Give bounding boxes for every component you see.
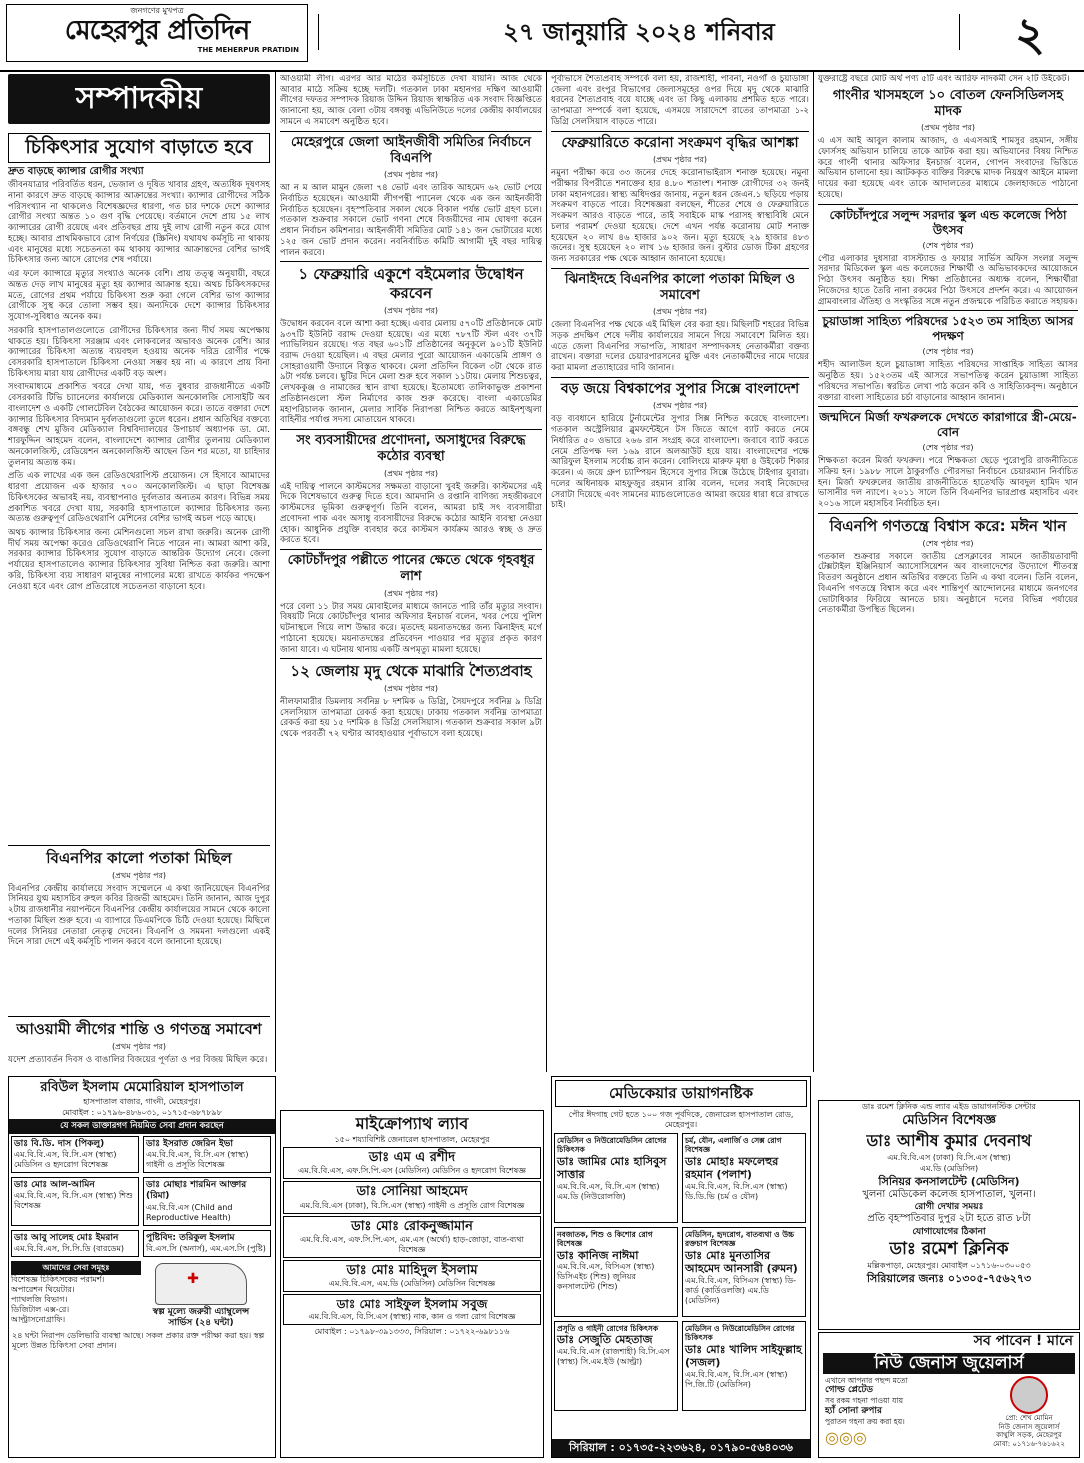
ad-line: পুরাতন গহনা ক্রয় করা হয়।	[825, 1417, 905, 1426]
story-text: এ এস আই আবুল কালাম আজাদ, ও এএসআই শামসুর রহমান, সঙ্গীয় ফোর্সসহ অভিযান চালিয়ে তাকে আটক করা হয়। অভিযানের বিষয় নিশ্চিত করে গাংনী থানার অফিসার ইনচার্জ বলেন, গোপন সংবাদের ভিত্তিতে অভিযান চালানো হয়। আটককৃত ব্যক্তির বিরুদ্ধে মাদক নিয়ন্ত্রণ আইনে মামলা দায়ের করা হয়েছে এবং তাকে আদালতের মাধ্যমে জেলহাজতে পাঠানো হয়েছে।	[818, 136, 1078, 200]
story-headline: ফেব্রুয়ারিতে করোনা সংক্রমণ বৃদ্ধির আশঙ্কা	[561, 134, 799, 151]
left-bottom-stories	[8, 845, 270, 1015]
story-headline: বড় জয়ে বিশ্বকাপের সুপার সিক্সে বাংলাদেশ	[560, 380, 800, 397]
story-text: পরে বেলা ১১ টার সময় মোবাইলের মাধ্যমে জানতে পারি তাঁর মৃত্যুর সংবাদ। বিষয়টি নিয়ে কোটচাঁদপুর থানার অফিসার ইনচার্জ বলেন, খবর পেয়ে পুলিশ ঘটনাস্থলে গিয়ে লাশ উদ্ধার করে। মৃতদেহ ময়নাতদন্তের জন্য ঝিনাইদহ মর্গে পাঠানো হয়েছে। ময়নাতদন্তের প্রতিবেদন পাওয়ার পর মৃত্যুর প্রকৃত কারণ জানা যাবে। এ ঘটনায় থানায় একটি অপমৃত্যু মামলা হয়েছে।	[280, 601, 542, 655]
ad-address: হাসপাতাল বাজার, গাংনী, মেহেরপুর।	[83, 1097, 201, 1107]
ad-line: এখানে আপনার পছন্দ মতো	[825, 1375, 908, 1385]
issue-date: ২৭ জানুয়ারি ২০২৪ শনিবার	[318, 14, 960, 50]
story-headline: বিএনপি গণতন্ত্রে বিশ্বাস করে: মঈন খান	[829, 516, 1067, 535]
story-sub: (শেষ পৃষ্ঠার পর)	[922, 538, 974, 548]
doctor-card: ডাঃ বি.ডি. দাস (পিকলু) এম.বি.বি.এস, বি.সি.এস (স্বাস্থ্য) মেডিসিন ও হৃদরোগ বিশেষজ্ঞ	[11, 1136, 139, 1173]
ad-phone: মোবা: ০১৭১৬-৭৬১৬২২	[993, 1440, 1065, 1448]
masthead	[0, 0, 1084, 72]
ad-contact-label: যোগাযোগের ঠিকানা	[912, 1227, 986, 1238]
ad-head: সব পাবেন ! মানে	[973, 1333, 1073, 1349]
doctor-card: ডাঃ মোঃ আল-আমিন এম.বি.বি.এস, বি.সি.এস (স্বাস্থ্য) শিশু বিশেষজ্ঞ	[11, 1177, 139, 1226]
story-headline: গাংনীর খাসমহলে ১০ বোতল ফেনসিডিলসহ মাদক	[832, 87, 1064, 119]
logo-title-en: THE MEHERPUR PRATIDIN	[197, 46, 299, 54]
editorial-paragraph: অথচ ক্যান্সার চিকিৎসার জন্য মেশিনগুলো সচল রাখা জরুরি। অনেক রোগী দীর্ঘ সময় অপেক্ষা করেও রেডিওথেরাপি নিতে পারেন না। আমরা আশা করি, সরকার ক্যান্সার চিকিৎসার সুযোগ বাড়াতে আন্তরিক উদ্যোগ নেবে। জেলা পর্যায়ের হাসপাতালেও ক্যান্সার চিকিৎসার সুবিধা নিশ্চিত করা জরুরি। আশা করি, চিকিৎসা ব্যয় সাধারণ মানুষের নাগালের মধ্যে রাখতে কার্যকর পদক্ষেপ নেওয়া হবে এবং রোগ প্রতিরোধে সচেতনতা বাড়ানো হবে।	[8, 528, 270, 592]
story-sub: (প্রথম পৃষ্ঠার পর)	[383, 305, 439, 315]
story-text: এই দায়িত্ব পালনে কাস্টমসের সক্ষমতা বাড়ানো খুবই জরুরি। কাস্টমসের এই দিকে বিশেষভাবে গুরুত্ব দিতে হবে। আমদানি ও রপ্তানি বাণিজ্য সহজীকরণে কাস্টমসের ভূমিকা গুরুত্বপূর্ণ। তিনি বলেন, আমরা চাই সৎ ব্যবসায়ীরা প্রণোদনা পাক এবং অসাধু ব্যবসায়ীদের বিরুদ্ধে কঠোর আইনি ব্যবস্থা নেওয়া হোক। আধুনিক প্রযুক্তি ব্যবহার করে কাস্টমস কার্যক্রম আরও স্বচ্ছ ও দ্রুত করতে হবে।	[280, 481, 542, 546]
ad-address: পৌর ঈদগাহ গেট হতে ১০০ গজ পূর্বদিকে, জেনারেল হাসপাতাল রোড, মেহেরপুর।	[568, 1109, 794, 1129]
right-column	[818, 74, 1078, 1072]
newspaper-logo	[6, 4, 308, 62]
ad-degree: এম.ডি (মেডিসিন)	[919, 1164, 979, 1174]
doctor-card: ডাঃ মোঃ মাহিদুল ইসলাম এম.বি.বি.এস, এম.ডি (মেডিসিন) মেডিসিন বিশেষজ্ঞ	[283, 1260, 541, 1292]
editorial-paragraph: সরকারি হাসপাতালগুলোতে রোগীদের চিকিৎসার জন্য দীর্ঘ সময় অপেক্ষায় থাকতে হয়। চিকিৎসা সরঞ্জাম এবং লোকবলের অভাবও অনেক বেশি। আর ক্যান্সারের চিকিৎসা অত্যন্ত ব্যয়বহুল হওয়ায় অনেক দরিদ্র রোগীর পক্ষে বেসরকারি হাসপাতালে চিকিৎসা নেওয়া সম্ভব হয় না। এ কারণে প্রায় বিনা চিকিৎসায় মারা যায় রোগীদের একটি বড় অংশ।	[8, 325, 270, 379]
doctor-card: পুষ্টিবিদ: তরিকুল ইসলাম বি.এস.সি (অনার্স), এম.এস.সি (পুষ্টি)	[143, 1230, 271, 1257]
doctor-card: ডাঃ মোছাঃ শারমিন আক্তার (রিমা) এম.বি.বি.এস (Child and Reproductive Health)	[143, 1177, 271, 1226]
ad-line: গোল্ড প্লেটেড	[825, 1385, 873, 1396]
middle-column	[280, 74, 542, 1072]
ad-title: মেডিকেয়ার ডায়াগনষ্টিক	[555, 1080, 807, 1107]
service-item: ডিজিটাল এক্স-রে।	[11, 1304, 70, 1314]
story-headline: চুয়াডাঙ্গা সাহিত্য পরিষদের ১৫২৩ তম সাহিত্য আসর পদক্ষণ	[822, 314, 1074, 344]
story-sub: (প্রথম পৃষ্ঠার পর)	[383, 468, 439, 478]
ad-hospital: খুলনা মেডিকেল কলেজ হাসপাতাল, খুলনা।	[862, 1189, 1036, 1200]
doctor-card: ডাঃ এম এ রশীদ এম.বি.বি.এস, এফ.সি.পি.এস (মেডিসিন) মেডিসিন ও হৃদরোগ বিশেষজ্ঞ	[283, 1147, 541, 1179]
service-item: আল্ট্রাসনোগ্রাফি।	[11, 1314, 66, 1324]
ad-doctor-name: ডাঃ আশীষ কুমার দেবনাথ	[866, 1131, 1032, 1151]
page-number: ২	[1015, 7, 1045, 61]
story-text: যদেশ প্রত্যাবর্তন দিবস ও বাঙালির বিজয়ের পূর্ণতা ও পর বিজয় মিছিল করে।	[8, 1054, 268, 1065]
story-text: শিক্ষকতা করেন মির্জা ফখরুল। পরে শিক্ষকতা ছেড়ে পুরোপুরি রাজনীতিতে সক্রিয় হন। ১৯৮৮ সালে ঠাকুরগাঁও পৌরসভা নির্বাচনে চেয়ারম্যান নির্বাচিত হন। মির্জা ফখরুলের জাতীয় রাজনীতিতে হাতেখড়ি আবদুল হামিদ খান ভাসানীর দল ন্যাপে। ২০১১ সালে তিনি বিএনপির ভারপ্রাপ্ত মহাসচিব এবং ২০১৬ সালে মহাসচিব নির্বাচিত হন।	[818, 456, 1078, 510]
ad-time: প্রতি বৃহস্পতিবার দুপুর ২টা হতে রাত ৮টা	[867, 1212, 1031, 1224]
doctor-card: নবজাতক, শিশু ও কিশোর রোগ বিশেষজ্ঞ ডাঃ কানিজ নাঈমা এম.বি.বি.এস, বিসিএস (স্বাস্থ্য) ডিসিএইচ (শিশু) জুনিয়র কনসালটেন্ট (শিশু)	[554, 1227, 678, 1317]
ad-clinic-name: ডাঃ রমেশ ক্লিনিক	[889, 1238, 1009, 1259]
story-headline: আওয়ামী লীগের শান্তি ও গণতন্ত্র সমাবেশ	[16, 1020, 262, 1038]
ad-serial: সিরিয়ালের জন্যঃ ০১৩০৫-৭৫৬২৭৩	[866, 1271, 1032, 1285]
story-sub: (শেষ পৃষ্ঠার পর)	[922, 240, 974, 250]
story-text: আ ন ম আল মামুন জেলা ৭৪ ভোট এবং তারিক আহমেদ ৬২ ভোট পেয়ে নির্বাচিত হয়েছেন। আওয়ামী লীগপন্থী প্যানেল থেকে এক জন আইনজীবী নির্বাচিত হয়েছেন। বৃহস্পতিবার সকাল থেকে বিকাল পর্যন্ত ভোট গ্রহণ চলে। গতকাল শুক্রবার সকালে ভোট গণনা শেষে বিজয়ীদের নাম ঘোষণা করেন প্রধান নির্বাচন কমিশনার। আইনজীবী সমিতির মোট ১৪১ জন ভোটারের মধ্যে ১২৫ জন ভোট প্রদান করেন। নবনির্বাচিত কমিটি আগামী দুই বছর দায়িত্ব পালন করবে।	[280, 183, 542, 258]
story-headline: ১২ জেলায় মৃদু থেকে মাঝারি শৈত্যপ্রবাহ	[290, 662, 532, 681]
ad-time-label: রোগী দেখার সময়ঃ	[914, 1201, 984, 1212]
logo-tagline: জনগণের মুখপত্র	[130, 6, 184, 15]
story-sub: (প্রথম পৃষ্ঠার পর)	[652, 307, 708, 317]
story-headline: মেহেরপুরে জেলা আইনজীবী সমিতির নির্বাচনে বিএনপি	[291, 134, 531, 166]
ad-address: কাথুলি সড়ক, মেহেরপুর	[996, 1431, 1062, 1440]
left-story-2	[8, 1016, 270, 1066]
ad-shop: নিউ জেনাস জুয়েলার্স	[998, 1422, 1060, 1431]
story-headline: ঝিনাইদহে বিএনপির কালো পতাকা মিছিল ও সমাবেশ	[564, 271, 796, 304]
ad-address: মল্লিকপাড়া, মেহেরপুর। মোবাইল ০১৭১৬-০৩০০৫৩	[867, 1260, 1031, 1270]
ad-footer: ২৪ ঘন্টা নিরাপদ ডেলিভারি ব্যবস্থা আছে। সকল প্রকার রক্ত পরীক্ষা করা হয়। স্বল্প মূল্যে উন্নত চিকিৎসা সেবা প্রদান।	[12, 1331, 265, 1351]
ad-serial: সিরিয়াল : ০১৭৩৫-২২৩৬২৪, ০১৭৯০-৫৬৪০৩৬	[552, 1439, 810, 1457]
story-sub: (প্রথম পৃষ্ঠার পর)	[111, 1041, 167, 1051]
story-text: বিএনপির কেন্দ্রীয় কার্যালয়ে সংবাদ সম্মেলনে এ কথা জানিয়েছেন বিএনপির সিনিয়র যুগ্ম মহাসচিব রুহুল কবির রিজভী আহমেদ। তিনি জানান, আজ দুপুর ২টায় রাজধানীর নয়াপল্টনে বিএনপির কেন্দ্রীয় কার্যালয়ের সামনে থেকে কালো পতাকা মিছিল শুরু হবে। এ ব্যাপারে ডিএমপিকে চিঠি দেওয়া হয়েছে। মিছিলে দলের সিনিয়র নেতারা নেতৃত্ব দেবেন। বিএনপি ও সমমনা দলগুলো একই দিনে সারা দেশে এই কর্মসূচি পালন করবে বলে জানানো হয়েছে।	[8, 883, 270, 948]
service-item: অপারেশন থিয়েটার।	[11, 1284, 75, 1294]
ad-degree: এম.বি.বি.এস (ঢাকা) বি.সি.এস (স্বাস্থ্য)	[887, 1153, 1011, 1163]
ad-spec: মেডিসিন বিশেষজ্ঞ	[902, 1113, 996, 1128]
story-sub: (প্রথম পৃষ্ঠার পর)	[652, 401, 708, 411]
story-sub: (শেষ পৃষ্ঠার পর)	[922, 443, 974, 453]
story-text: যুক্তরাষ্ট্রে বছরে মোট অর্থ পণ্য ৫টি এবং আরিফ নাদকর্মী সেন ২টি উইকেট।	[818, 74, 1070, 84]
doctor-card: মেডিসিন, হৃদরোগ, বাতব্যথা ও উচ্চ রক্তচাপ বিশেষজ্ঞ ডাঃ মোঃ মুনতাসির আহমেদ আনসারী (রুমন) এম.বি.বি.এস, বিসিএস (স্বাস্থ্য) ডি-কার্ড (কার্ডিওলজি) এম.ডি (মেডিসিন)	[682, 1227, 806, 1317]
doctor-card: ডাঃ মোঃ সাইফুল ইসলাম সবুজ এম.বি.বি.এস, বি.সি.এস (স্বাস্থ্য) নাক, কান ও গলা রোগ বিশেষজ্ঞ	[283, 1294, 541, 1325]
logo-title: মেহেরপুর প্রতিদিন	[64, 15, 250, 46]
necklace-icon: ◎◎◎	[825, 1428, 867, 1448]
doctor-card: ডাঃ সোনিয়া আহমেদ এম.বি.বি.এস (ঢাকা), বি.সি.এস (স্বাস্থ্য) গাইনী ও প্রসূতি রোগ বিশেষজ্ঞ	[283, 1181, 541, 1213]
editorial-banner: সম্পাদকীয়	[8, 74, 270, 124]
ad-medicare-diagnostic	[551, 1076, 811, 1458]
story-headline: সং ব্যবসায়ীদের প্রণোদনা, অসাধুদের বিরুদ্ধে কঠোর ব্যবস্থা	[296, 433, 526, 465]
story-text: গতকাল শুক্রবার সকালে জাতীয় প্রেসক্লাবের সামনে জাতীয়তাবাদী টেক্সটাইল ইঞ্জিনিয়ার্স অ্যাসোসিয়েশন অব বাংলাদেশের উদ্যোগে শীতবস্ত্র বিতরণ অনুষ্ঠানে প্রধান অতিথির বক্তব্যে তিনি এ কথা বলেন। তিনি বলেন, বিএনপি গণতন্ত্রে বিশ্বাস করে এবং শান্তিপূর্ণ আন্দোলনের মাধ্যমে জনগণের ভোটাধিকার ফিরিয়ে আনতে চায়। অনুষ্ঠানে দলের বিভিন্ন পর্যায়ের নেতাকর্মীরা উপস্থিত ছিলেন।	[818, 551, 1078, 616]
story-text: আওয়ামী লীগ। এরপর আর মাঠের কর্মসূচিতে দেখা যায়নি। আজ থেকে আবার মাঠে সক্রিয় হচ্ছে দলটি। গতকাল ঢাকা মহানগর দক্ষিণ আওয়ামী লীগের দফতর সম্পাদক রিয়াজ উদ্দিন রিয়াজ স্বাক্ষরিত এক সংবাদ বিজ্ঞপ্তিতে জানানো হয়, আজ বেলা ৩টায় বঙ্গবন্ধু এভিনিউতে দলের কেন্দ্রীয় কার্যালয়ের সামনে এ সমাবেশ অনুষ্ঠিত হবে।	[280, 74, 542, 127]
doctor-card: প্রসূতি ও গাইনী রোগের চিকিৎসক ডাঃ সেজুতি মেহতাজ এম.বি.বি.এস (রাজশাহী) বি.সি.এস (স্বাস্থ্য) সি.এম.ইউ (আল্ট্রা)	[554, 1321, 678, 1411]
doctor-card: মেডিসিন ও নিউরোমেডিসিন রোগের চিকিৎসক ডাঃ মোঃ খালিদ সাইফুল্লাহ (সজল) এম.বি.বি.এস, বি.সি.এস (স্বাস্থ্য) পি.জি.টি (মেডিসিন)	[682, 1321, 806, 1411]
story-sub: (প্রথম পৃষ্ঠার পর)	[383, 683, 439, 693]
editorial-headline: চিকিৎসার সুযোগ বাড়াতে হবে	[8, 133, 270, 163]
story-sub: (প্রথম পৃষ্ঠার পর)	[383, 170, 439, 180]
doctor-card: ডাঃ ইসরাত জেরিন ইভা এম.বি.বি.এস, বি.সি.এস (স্বাস্থ্য) গাইনী ও প্রসূতি বিশেষজ্ঞ	[143, 1136, 271, 1173]
ad-line: সব রকম গহনা পাওয়া যায়	[825, 1396, 904, 1406]
story-text: নীলফামারীর ডিমলায় সর্বনিম্ন ৮ দশমিক ৬ ডিগ্রি, সৈয়দপুরে সর্বনিম্ন ৯ ডিগ্রি সেলসিয়াস তাপমাত্রা রেকর্ড করা হয়েছে। ঢাকায় গতকাল সর্বনিম্ন তাপমাত্রা রেকর্ড করা হয় ১৫ দশমিক ৪ ডিগ্রি সেলসিয়াস। গতকাল শুক্রবার সকাল ৯টা থেকে পরবর্তী ৭২ ঘণ্টার আবহাওয়ার পূর্বাভাসে বলা হয়েছে।	[280, 696, 542, 740]
editorial-column	[8, 130, 270, 840]
ad-micropath-lab	[280, 1110, 544, 1458]
service-item: বিশেষজ্ঞ চিকিৎসকের পরামর্শ।	[11, 1274, 105, 1284]
doctor-card: মেডিসিন ও নিউরোমেডিসিন রোগের চিকিৎসক ডাঃ জামির মোঃ হাসিবুস সাত্তার এম.বি.বি.এস, বি.সি.এস (স্বাস্থ্য) এম.ডি (নিউরোলজি)	[554, 1133, 678, 1223]
ad-band: যে সকল ডাক্তারগণ নিয়মিত সেবা প্রদান করছেন	[9, 1119, 275, 1134]
editorial-paragraph: প্রতি এক লাখের এক জন রেডিওথেরাপিস্ট প্রয়োজন। সে হিসাবে আমাদের ধারণা প্রয়োজন এক হাজার ৭০০ অনকোলজিস্ট। এ ছাড়া বিশেষজ্ঞ চিকিৎসকের অভাবই নয়, ব্যবস্থাপনাও দুর্বলতার অন্যতম কারণ। বিভিন্ন সময় প্রকাশিত খবরে দেখা যায়, সরকারি হাসপাতালে ক্যান্সার চিকিৎসার জন্য অত্যন্ত গুরুত্বপূর্ণ রেডিওথেরাপি মেশিনের বেশির ভাগই অচল পড়ে আছে।	[8, 471, 270, 525]
ad-title: রবিউল ইসলাম মেমোরিয়াল হাসপাতাল	[40, 1080, 244, 1095]
story-text: নমুনা পরীক্ষা করে ৩৩ জনের দেহে করোনাভাইরাস শনাক্ত হয়েছে। নমুনা পরীক্ষার বিপরীতে শনাক্তের হার ৪.৮০ শতাংশ। শনাক্ত রোগীদের ৩২ জনই ঢাকা মহানগরের। স্বাস্থ্য অধিদপ্তর জানায়, নতুন ধরন জেএন.১ ছড়িয়ে পড়ায় সংক্রমণ বাড়তে পারে। বিশেষজ্ঞরা বলছেন, শীতের শেষে ও ফেব্রুয়ারিতে সংক্রমণ আরও বাড়তে পারে, তাই সবাইকে মাস্ক পরাসহ স্বাস্থ্যবিধি মেনে চলার পরামর্শ দেওয়া হয়েছে। দেশে এখন পর্যন্ত করোনায় মোট শনাক্ত হয়েছেন ২০ লাখ ৪৬ হাজার ৯০২ জন। মৃত্যু হয়েছে ২৯ হাজার ৪৮৩ জনের। সুস্থ হয়েছেন ২০ লাখ ১৬ হাজার জন। বুস্টার ডোজ টিকা গ্রহণের জন্য সরকারের পক্ষ থেকে আহ্বান জানানো হয়েছে।	[551, 168, 809, 265]
story-text: পৌর এলাকার দুধসারা বাসস্ট্যান্ড ও ফায়ার সার্ভিস অফিস সংলগ্ন সলুন্দ সরদার মিডিকেল স্কুল এন্ড কলেজের শিক্ষার্থী ও অভিভাবকদের আয়োজনে পিঠা উৎসব অনুষ্ঠিত হয়। শিক্ষা প্রতিষ্ঠানের অধ্যক্ষ বলেন, শিক্ষার্থীরা নিজেদের হাতে তৈরি নানা রকমের পিঠা উৎসবে প্রদর্শন করে। এ আয়োজন গ্রামবাংলার ঐতিহ্য ও সংস্কৃতির সঙ্গে নতুন প্রজন্মকে পরিচিত করাতে সহায়ক।	[818, 253, 1078, 307]
story-text: উদ্বোধন করবেন বলে আশা করা হচ্ছে। এবার মেলায় ৫৭০টি প্রতিষ্ঠানকে মোট ৯৩৭টি ইউনিট বরাদ্দ দেওয়া হয়েছে। এর মধ্যে ৭৮৭টি স্টল এবং ৩৭টি প্যাভিলিয়ন রয়েছে। গত বছর ৬০১টি প্রতিষ্ঠানের অনুকূলে ৯০১টি ইউনিট বরাদ্দ দেওয়া হয়েছিল। এ বছর মেলার পুরো আয়োজন একাডেমি প্রাঙ্গণ ও সোহরাওয়ার্দী উদ্যানে বিস্তৃত থাকবে। মেলা প্রতিদিন বিকেল ৩টা থেকে রাত ৯টা পর্যন্ত চলবে। ছুটির দিনে মেলা শুরু হবে সকাল ১১টায়। মেলায় শিশুচত্বর, লেখককুঞ্জ ও নামাজের স্থান রাখা হয়েছে। ইতোমধ্যে তালিকাভুক্ত প্রকাশনা প্রতিষ্ঠানগুলো স্টল নির্মাণের কাজ শুরু করেছে। বাংলা একাডেমির মহাপরিচালক জানান, মেলার সার্বিক নিরাপত্তা নিশ্চিত করতে আইনশৃঙ্খলা বাহিনীর পর্যাপ্ত সদস্য মোতায়েন থাকবে।	[280, 318, 542, 426]
ambulance-icon: ✚	[155, 1263, 247, 1305]
ambulance-text: স্বল্প মূল্যে জরুরী এ্যাম্বুলেন্স সার্ভিস (২৪ ঘন্টা)	[152, 1306, 250, 1329]
story-text: শহীদ আলাউল হলে চুয়াডাঙ্গা সাহিত্য পরিষদের সাপ্তাহিক সাহিত্য আসর অনুষ্ঠিত হয়। ১৫২৩তম এই আসরে সভাপতিত্ব করেন চুয়াডাঙ্গা সাহিত্য পরিষদের সভাপতি। স্বরচিত লেখা পাঠ করেন কবি ও সাহিত্যিকবৃন্দ। অনুষ্ঠানে বক্তারা বাংলা সাহিত্যের চর্চা বাড়ানোর আহ্বান জানান।	[818, 360, 1078, 403]
story-headline: কোটচাঁদপুর পল্লীতে পানের ক্ষেতে থেকে গৃহবধূর লাশ	[287, 553, 535, 585]
story-sub: (প্রথম পৃষ্ঠার পর)	[652, 155, 708, 165]
story-headline: কোটচাঁদপুরে সলুন্দ সরদার স্কুল এন্ড কলেজে পিঠা উৎসব	[829, 207, 1067, 237]
story-headline: জন্মদিনে মির্জা ফখরুলকে দেখতে কারাগারে স্ত্রী-মেয়ে-বোন	[819, 410, 1077, 440]
story-headline: বিএনপির কালো পতাকা মিছিল	[46, 849, 232, 867]
ad-phone: মোবাইল : ০১৭৯৬-৪৮৬০৩১, ০১৭১৫-৬৮৭৮৯৮	[62, 1108, 222, 1118]
ad-address: ১৫০ শয্যাবিশিষ্ট জেনারেল হাসপাতাল, মেহেরপুর	[334, 1135, 490, 1144]
story-headline: ১ ফেব্রুয়ারি একুশে বইমেলার উদ্বোধন করবেন	[298, 265, 524, 303]
story-sub: (প্রথম পৃষ্ঠার পর)	[920, 123, 976, 133]
editorial-paragraph: জীবনযাত্রার পরিবর্তিত ধরন, ভেজাল ও দূষিত খাবার গ্রহণ, অত্যধিক দূষণসহ নানা কারণে দ্রুত বাড়ছে ক্যান্সার আক্রান্তের সংখ্যা। ক্যান্সার রোগীদের সঠিক পরিসংখ্যান না থাকলেও বিশেষজ্ঞদের ধারণা, গত চার দশকে দেশে ক্যান্সার রোগীর সংখ্যা অন্তত ১০ গুণ বৃদ্ধি পেয়েছে। বর্তমানে দেশে প্রায় ১৫ লাখ ক্যান্সারের রোগী রয়েছে এবং প্রতিবছর প্রায় দুই লাখ রোগী নতুন করে যোগ হচ্ছে। আবার প্রাথমিকভাবে রোগ নির্ণয়ের (স্ক্রিনিং) যথাযথ কর্মসূচি না থাকায় এবং মানুষের মধ্যে সচেতনতা কম থাকায় ক্যান্সার আক্রান্তদের বেশির ভাগই চিকিৎসার জন্য আসে রোগের শেষ পর্যায়ে।	[8, 180, 270, 266]
ad-line: হ্যাঁ সোনা রুপার	[825, 1405, 882, 1416]
story-sub: (প্রথম পৃষ্ঠার পর)	[111, 870, 167, 880]
services-title: আমাদের সেবা সমূহঃ	[11, 1261, 141, 1275]
doctor-card: চর্ম, যৌন, এলার্জি ও সেক্স রোগ বিশেষজ্ঞ ডাঃ মোহাঃ মফলেহুর রহমান (পলাশ) এম.বি.বি.এস, বি.সি.এস (স্বাস্থ্য) ডি.ডি.ভি (চর্ম ও যৌন)	[682, 1133, 806, 1223]
story-text: জেলা বিএনপির পক্ষ থেকে এই মিছিল বের করা হয়। মিছিলটি শহরের বিভিন্ন সড়ক প্রদক্ষিণ শেষে দলীয় কার্যালয়ের সামনে গিয়ে সমাবেশে মিলিত হয়। এতে জেলা বিএনপির সভাপতি, সাধারণ সম্পাদকসহ নেতাকর্মীরা বক্তব্য রাখেন। বক্তারা দলের চেয়ারপারসনের মুক্তি এবং নেতাকর্মীদের নামে দায়ের করা মামলা প্রত্যাহারের দাবি জানান।	[551, 320, 809, 374]
doctor-card: ডাঃ মোঃ রোকনুজ্জামান এম.বি.বি.এস, এফ.সি.পি.এস, এম.এস (অর্থো) হাড়-জোড়া, বাত-ব্যথা বিশেষজ্ঞ	[283, 1216, 541, 1258]
ad-jewellers	[818, 1332, 1080, 1458]
center-right-column	[551, 74, 809, 1072]
service-item: প্যাথলজি বিভাগ।	[11, 1294, 68, 1304]
owner-photo-icon	[1010, 1376, 1048, 1414]
ad-owner: প্রো: শেখ মোমিন	[1005, 1413, 1053, 1422]
ad-phone: মোবাইল : ০১৭৯৮-৩৯১৩৩৩, সিরিয়াল : ০১৭২২-৬৯৮১১৬	[314, 1327, 510, 1336]
ad-rabiul-hospital	[8, 1076, 276, 1458]
ad-top: ডাঃ রমেশ ক্লিনিক এন্ড ল্যাব এইড ডায়াগনস্টিক সেন্টার	[862, 1102, 1036, 1111]
ad-ramesh-clinic	[818, 1100, 1080, 1330]
story-sub: (প্রথম পৃষ্ঠার পর)	[383, 588, 439, 598]
ad-role: সিনিয়র কনসালটেন্ট (মেডিসিন)	[878, 1175, 1020, 1189]
editorial-paragraph: এর ফলে ক্যান্সারে মৃত্যুর সংখ্যাও অনেক বেশি। প্রায় তত্ত্ব অনুযায়ী, বছরে অন্তত দেড় লাখ মানুষের মৃত্যু হয় ক্যান্সার আক্রান্ত হয়ে। অথচ চিকিৎসকদের মতে, রোগের প্রথম পর্যায়ে চিকিৎসা শুরু করা গেলে বেশির ভাগ ক্যান্সার রোগীকে সুস্থ করে তোলা সম্ভব হয়। অন্যদিকে দেশে ক্যান্সার চিকিৎসার সুযোগ-সুবিধাও অনেক কম।	[8, 269, 270, 323]
editorial-subhead: দ্রুত বাড়ছে ক্যান্সার রোগীর সংখ্যা	[8, 165, 144, 177]
story-text: পূর্বাভাসে শৈত্যপ্রবাহ সম্পর্কে বলা হয়, রাজশাহী, পাবনা, নওগাঁ ও চুয়াডাঙ্গা জেলা এবং রংপুর বিভাগের জেলাসমূহের ওপর দিয়ে মৃদু থেকে মাঝারি ধরনের শৈত্যপ্রবাহ বয়ে যাচ্ছে এবং তা কিছু এলাকায় প্রশমিত হতে পারে। তাপমাত্রা সম্পর্কে বলা হয়েছে, এসময়ে সারাদেশে রাতের তাপমাত্রা ১-২ ডিগ্রি সেলসিয়াস বাড়তে পারে।	[551, 74, 809, 127]
ad-title: মাইক্রোপ্যাথ ল্যাব	[355, 1114, 469, 1133]
story-text: বড় ব্যবধানে হারিয়ে টুর্নামেন্টের সুপার সিক্স নিশ্চিত করেছে বাংলাদেশ। গতকাল অস্ট্রেলিয়ার ব্লুমফন্টেইনে টস জিতে আগে ব্যাট করতে নেমে নির্ধারিত ৫০ ওভারে ২৬৬ রান সংগ্রহ করে বাংলাদেশ। জবাবে ব্যাট করতে নেমে প্রতিপক্ষ দল ১৬৯ রানে অলআউট হয়ে যায়। বাংলাদেশের পক্ষে আরিফুল ইসলাম সর্বোচ্চ রান করেন। বোলিংয়ে মারুফ মৃধা ৪ উইকেট শিকার করেন। এ জয়ে গ্রুপ চ্যাম্পিয়ন হিসেবে সুপার সিক্সে উঠেছে টাইগার যুবারা। দলের অধিনায়ক মাহফুজুর রহমান রাব্বি বলেন, দলের সবাই নিজেদের সেরাটা দিয়েছে এবং সামনের ম্যাচগুলোতেও আমরা জয়ের ধারা ধরে রাখতে চাই।	[551, 414, 809, 511]
story-sub: (শেষ পৃষ্ঠার পর)	[922, 347, 974, 357]
ad-shop-title: নিউ জেনাস জুয়েলার্স	[823, 1353, 1075, 1374]
editorial-paragraph: সংবাদমাধ্যমে প্রকাশিত খবরে দেখা যায়, গত বুধবার রাজধানীতে একটি বেসরকারি টিভি চ্যানেলের কার্যালয়ে মেডিক্যাল অনকোলজি সোসাইটি অব বাংলাদেশ ও একটি গোলটেবিল বৈঠকের আয়োজন করে। তাতে বক্তারা দেশে ক্যান্সার চিকিৎসার বিদ্যমান দুর্বলতাগুলো তুলে ধরেন। প্রধান অতিথির বক্তব্যে বঙ্গবন্ধু শেখ মুজিব মেডিক্যাল বিশ্ববিদ্যালয়ের উপাচার্য অধ্যাপক ডা. মো. শারফুদ্দিন আহমেদ বলেন, বাংলাদেশে ক্যান্সার রোগীর তুলনায় মেডিক্যাল অনকোলজিস্ট, রেডিয়েশন অনকোলজিস্ট আছেন তিন শর মতো, যা চাহিদার তুলনায় অত্যন্ত কম।	[8, 382, 270, 468]
doctor-card: ডাঃ আবু সালেহ মোঃ ইমরান এম.বি.বি.এস, সি.সি.ডি (বারডেম)	[11, 1230, 139, 1257]
